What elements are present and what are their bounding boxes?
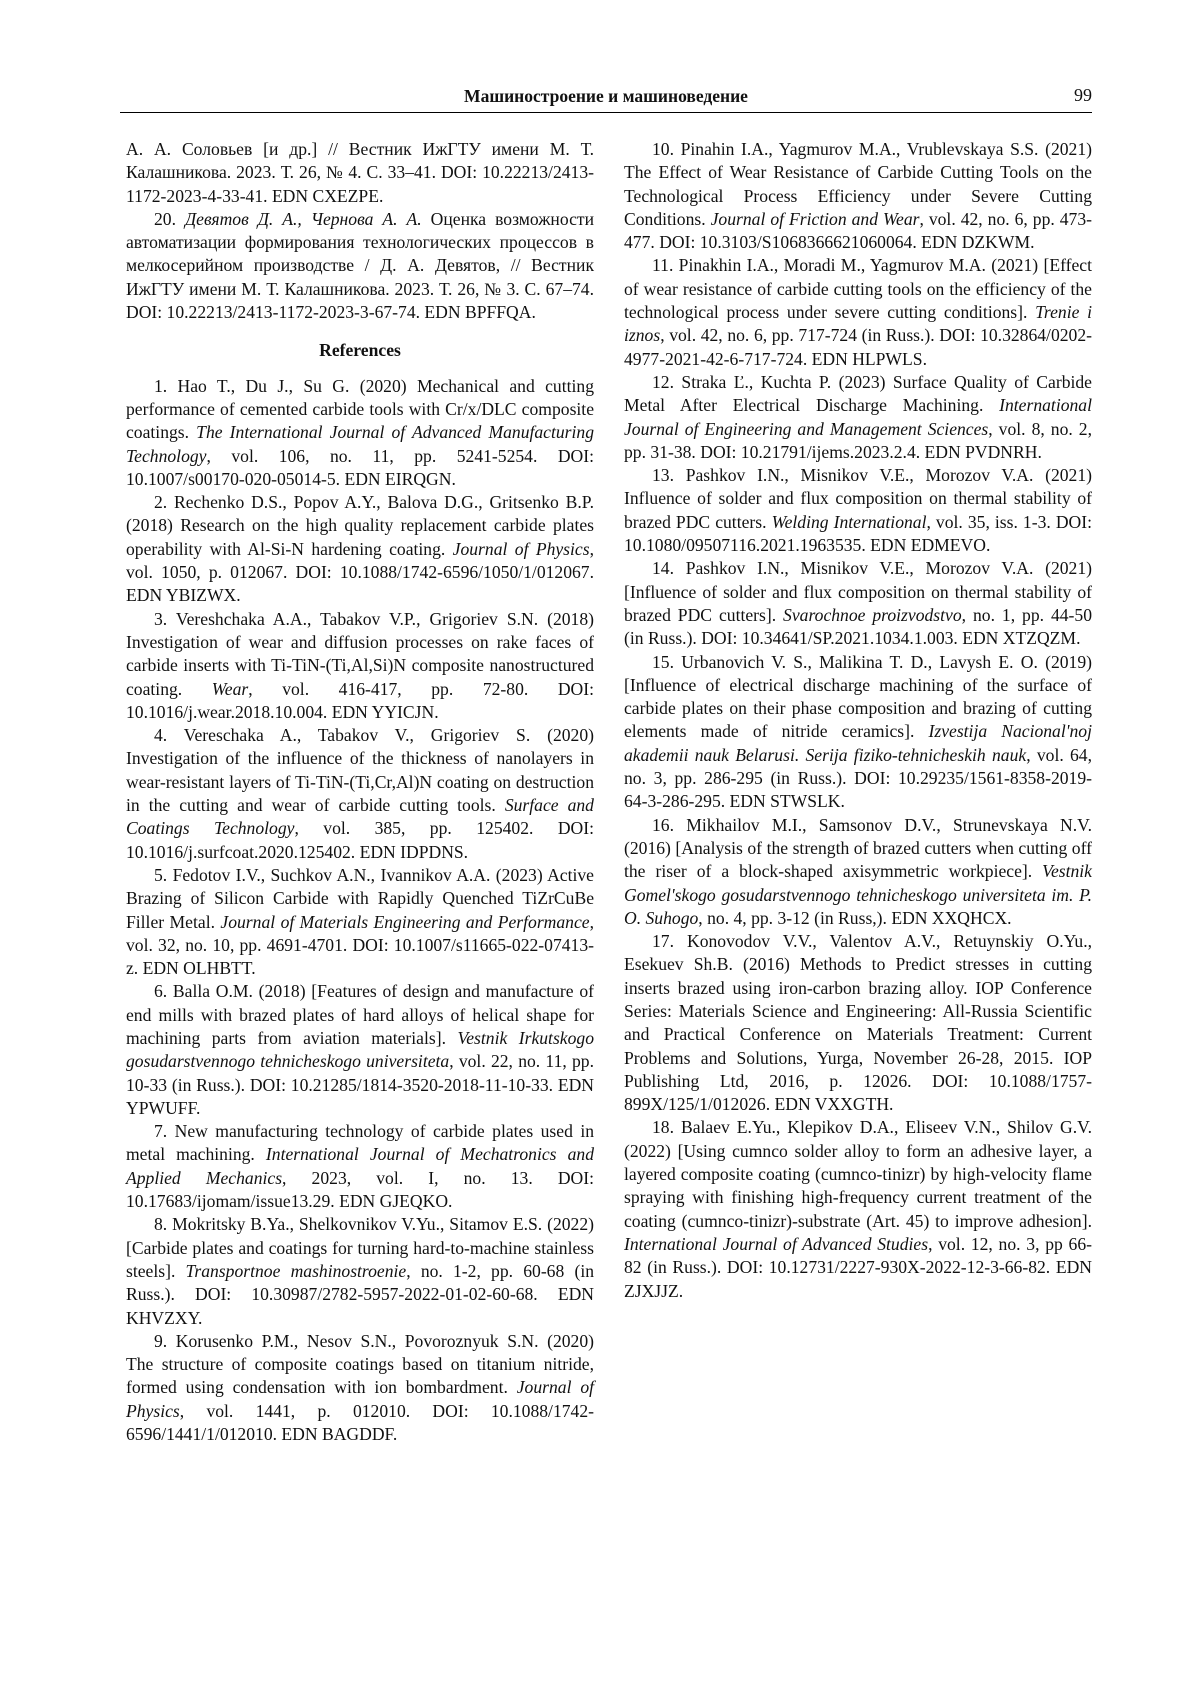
ref-journal-title: Vestnik Irkutskogo gosudarstvennogo tehnicheskogo universiteta [126,1027,594,1072]
ref-text: 10. Pinahin I.A., Yagmurov M.A., Vrublevskaya S.S. (2021) The Effect of Wear Resistance of Carbide Cutting Tools on the Technological Process Efficiency under Severe Cutting Conditions. [624,139,1092,229]
reference-item [624,557,1092,650]
reference-item [126,980,594,1120]
ref-text: , vol. 1441, p. 012010. DOI: 10.1088/1742-6596/1441/1/012010. EDN BAGDDF. [126,1400,594,1445]
ref-text: 8. Mokritsky B.Ya., Shelkovnikov V.Yu., Sitamov E.S. (2022) [Carbide plates and coatings for turning hard-to-machine stainless steels]. [126,1214,594,1281]
ref-number: 20. [154,208,185,229]
reference-item [126,1330,594,1446]
ref-text: , no. 1-2, pp. 60-68 (in Russ.). DOI: 10.30987/2782-5957-2022-01-02-60-68. EDN KHVZXY. [126,1260,595,1328]
reference-item [624,138,1092,254]
ref-text: 17. Konovodov V.V., Valentov A.V., Retuynskiy O.Yu., Esekuev Sh.B. (2016) Methods to Predict stresses in cutting inserts brazed using iron-carbon brazing alloy. IOP Conference Series: Materials Science and Engineering: All-Russia Scientific and Practical Conference on Materials Treatment: Current Problems and Solutions, Yurga, November 26-28, 2015. IOP Publishing Ltd, 2016, p. 12026. DOI: 10.1088/1757-899X/125/1/012026. EDN VXXGTH. [624,931,1092,1115]
ref-text: , 2023, vol. I, no. 13. DOI: 10.17683/ijomam/issue13.29. EDN GJEQKO. [126,1167,594,1212]
ref-text: , vol. 416-417, pp. 72-80. DOI: 10.1016/j.wear.2018.10.004. EDN YYICJN. [126,678,594,722]
ref-body: Оценка возможности автоматизации формирования технологических процессов в мелкосерийном производстве / Д. А. Девятов, // Вестник ИжГТУ имени М. Т. Калашникова. 2023. Т. 26, № 3. С. 67–74. DOI: 10.22213/2413-1172-2023-3-67-74. EDN BPFFQA. [126,208,594,323]
reference-item [126,491,594,607]
ref-text: 1. Hao T., Du J., Su G. (2020) Mechanical and cutting performance of cemented carbide tools with Cr/x/DLC composite coatings. [126,375,594,443]
ref-text: 18. Balaev E.Yu., Klepikov D.A., Eliseev V.N., Shilov G.V. (2022) [Using cumnco solder alloy to form an adhesive layer, a layered composite coating (cumnco-tinizr) by high-velocity flame spraying with finishing high-frequency current treatment of the coating (cumnco-tinizr)-substrate (Art. 45) to improve adhesion]. [624,1117,1092,1231]
ref-text: 15. Urbanovich V. S., Malikina T. D., Lavysh E. O. (2019) [Influence of electrical discharge machining of the surface of carbide plates on their phase composition and brazing of cutting elements made of nitride ceramics]. [624,651,1092,742]
ref-journal-title: International Journal of Engineering and Management Sciences [624,395,1092,439]
ref-text: 13. Pashkov I.N., Misnikov V.E., Morozov V.A. (2021) Influence of solder and flux composition on thermal stability of brazed PDC cutters. [624,465,1092,532]
reference-item [126,864,594,980]
reference-item [624,814,1092,930]
ref-journal-title: International Journal of Mechatronics and Applied Mechanics [126,1144,594,1188]
ref-authors: Девятов Д. А., Чернова А. А. [184,208,422,229]
reference-item [624,371,1092,464]
ref-text: , vol. 42, no. 6, pp. 717-724 (in Russ.). DOI: 10.32864/0202-4977-2021-42-6-717-724. EDN HLPWLS. [624,325,1092,369]
ref-journal-title: Vestnik Gomel'skogo gosudarstvennogo tehnicheskogo universiteta im. P. O. Suhogo [624,861,1092,928]
ref-text: , vol. 385, pp. 125402. DOI: 10.1016/j.surfcoat.2020.125402. EDN IDPDNS. [126,818,594,862]
ref-text: , vol. 1050, p. 012067. DOI: 10.1088/1742-6596/1050/1/012067. EDN YBIZWX. [126,538,594,606]
ref-text: , vol. 35, iss. 1-3. DOI: 10.1080/09507116.2021.1963535. EDN EDMEVO. [624,511,1092,556]
ref-text: 11. Pinakhin I.A., Moradi M., Yagmurov M.A. (2021) [Effect of wear resistance of carbide cutting tools on the efficiency of the technological process under severe cutting conditions]. [624,255,1092,323]
reference-item [126,1213,594,1329]
ref-text: , vol. 42, no. 6, pp. 473-477. DOI: 10.3103/S1068366621060064. EDN DZKWM. [624,208,1093,253]
reference-item [624,1116,1092,1302]
ref-journal-title: Journal of Physics [126,1377,594,1421]
ref-text: , vol. 8, no. 2, pp. 31-38. DOI: 10.21791/ijems.2023.2.4. EDN PVDNRH. [624,418,1092,462]
ref-text: 5. Fedotov I.V., Suchkov A.N., Ivannikov A.A. (2023) Active Brazing of Silicon Carbide with Rapidly Quenched TiZrCuBe Filler Metal. [126,864,594,932]
ref-text: 14. Pashkov I.N., Misnikov V.E., Morozov V.A. (2021) [Influence of solder and flux composition on thermal stability of brazed PDC cutters]. [624,558,1092,625]
references-heading: References [319,340,401,361]
ref-journal-title: Wear [211,678,249,699]
left-column [126,138,594,1446]
ref-text: , vol. 106, no. 11, pp. 5241-5254. DOI: 10.1007/s00170-020-05014-5. EDN EIRQGN. [126,445,594,489]
ref-text: 6. Balla O.M. (2018) [Features of design and manufacture of end mills with brazed plates of hard alloys of helical shape for machining parts from aviation materials]. [126,981,594,1048]
ref-text: 7. New manufacturing technology of carbide plates used in metal machining. [126,1121,594,1165]
ref-journal-title: Transportnoe mashinostroenie [185,1260,407,1281]
page-number: 99 [1074,85,1092,105]
running-header [120,84,1092,113]
ref-text: , vol. 12, no. 3, pp 66-82 (in Russ.). DOI: 10.12731/2227-930X-2022-12-3-66-82. EDN ZJXJJZ. [624,1233,1092,1301]
ref-journal-title: Welding International [771,511,927,532]
ref-text: 9. Korusenko P.M., Nesov S.N., Povoroznyuk S.N. (2020) The structure of composite coatings based on titanium nitride, formed using condensation with ion bombardment. [126,1330,594,1398]
ref-text: , no. 4, pp. 3-12 (in Russ,). EDN XXQHCX. [698,907,1012,928]
ref-text: , vol. 22, no. 11, pp. 10-33 (in Russ.). DOI: 10.21285/1814-3520-2018-11-10-33. EDN YPWUFF. [126,1051,594,1118]
ref-text: , no. 1, pp. 44-50 (in Russ.). DOI: 10.34641/SP.2021.1034.1.003. EDN XTZQZM. [624,604,1092,649]
ref-journal-title: Surface and Coatings Technology [126,795,594,839]
ref-journal-title: Journal of Friction and Wear [710,208,920,229]
ref-journal-title: Svarochnoe proizvodstvo [783,604,962,625]
ref-text: , vol. 64, no. 3, pp. 286-295 (in Russ.). DOI: 10.29235/1561-8358-2019-64-3-286-295. EDN STWSLK. [624,744,1092,812]
ru-reference-continuation: А. А. Соловьев [и др.] // Вестник ИжГТУ имени М. Т. Калашникова. 2023. Т. 26, № 4. С. 33–41. DOI: 10.22213/2413-1172-2023-4-33-41. EDN CXEZPE. [126,139,594,206]
reference-item [126,1120,594,1213]
reference-item [624,254,1092,370]
ref-journal-title: The International Journal of Advanced Manufacturing Technology [126,422,594,466]
reference-item [624,651,1092,814]
right-column [624,138,1092,1303]
reference-item [624,930,1092,1116]
ref-journal-title: Trenie i iznos [624,302,1092,346]
ref-text: 2. Rechenko D.S., Popov A.Y., Balova D.G., Gritsenko B.P. (2018) Research on the high quality replacement carbide plates operability with Al-Si-N hardening coating. [126,492,594,559]
ref-text: 3. Vereshchaka A.A., Tabakov V.P., Grigoriev S.N. (2018) Investigation of wear and diffusion processes on rake faces of carbide inserts with Ti-TiN-(Ti,Al,Si)N composite nanostructured coating. [126,608,594,699]
ref-journal-title: International Journal of Advanced Studies [624,1233,929,1254]
ref-text: 4. Vereschaka A., Tabakov V., Grigoriev S. (2020) Investigation of the influence of the thickness of nanolayers in wear-resistant layers of Ti-TiN-(Ti,Cr,Al)N coating on destruction in the cutting and wear of carbide cutting tools. [126,725,594,816]
ref-journal-title: Journal of Physics [452,538,590,559]
ref-text: , vol. 32, no. 10, pp. 4691-4701. DOI: 10.1007/s11665-022-07413-z. EDN OLHBTT. [126,911,594,979]
ref-text: 12. Straka Ľ., Kuchta P. (2023) Surface Quality of Carbide Metal After Electrical Discharge Machining. [624,371,1092,416]
reference-item [624,464,1092,557]
ref-journal-title: Journal of Materials Engineering and Performance [220,911,590,932]
ru-reference-20 [126,208,594,324]
reference-item [126,724,594,864]
reference-item [126,375,594,491]
journal-section-title: Машиностроение и машиноведение [464,86,748,106]
ref-text: 16. Mikhailov M.I., Samsonov D.V., Strunevskaya N.V. (2016) [Analysis of the strength of brazed cutters when cutting off the riser of a block-shaped axisymmetric workpiece]. [624,814,1092,882]
ref-journal-title: Izvestija Nacional'noj akademii nauk Belarusi. Serija fiziko-tehnicheskih nauk [624,721,1092,765]
reference-item [126,608,594,724]
